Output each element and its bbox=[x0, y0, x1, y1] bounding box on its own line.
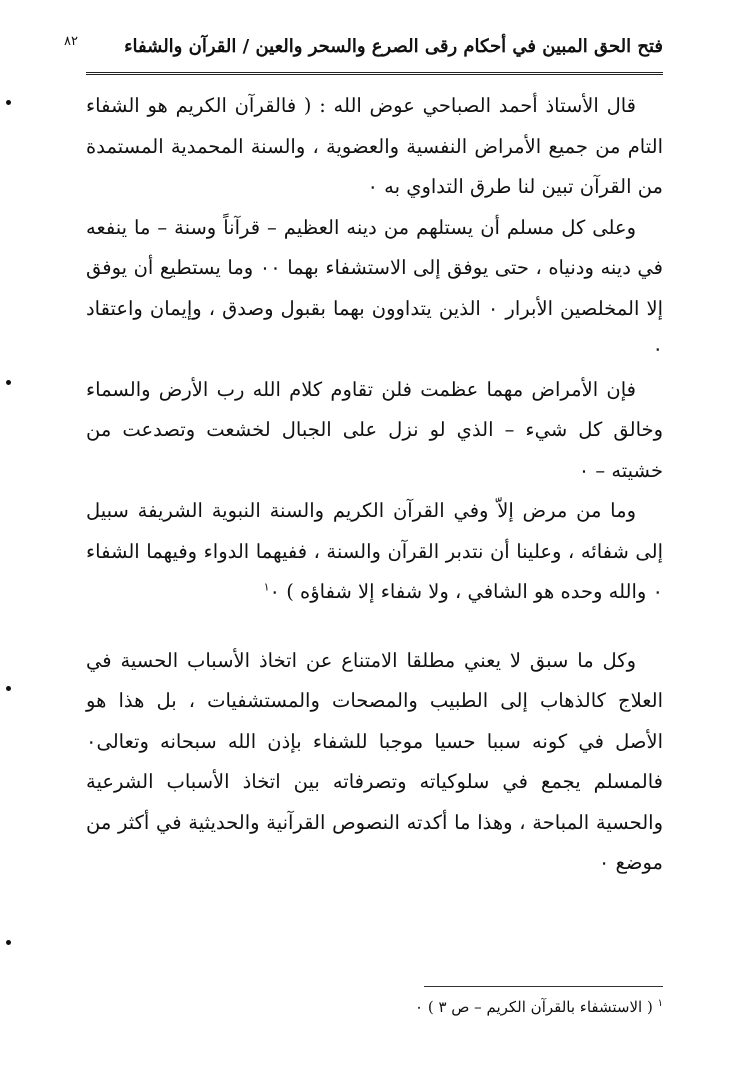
header-divider bbox=[86, 72, 663, 75]
margin-dot bbox=[6, 380, 11, 385]
margin-dot bbox=[6, 100, 11, 105]
footnote-text: ( الاستشفاء بالقرآن الكريم – ص ٣ ) ٠ bbox=[415, 998, 653, 1016]
body-text bbox=[86, 86, 663, 884]
paragraph-5: وكل ما سبق لا يعني مطلقا الامتناع عن اتخاذ الأسباب الحسية في العلاج كالذهاب إلى الطبيب والمصحات والمستشفيات ، بل هذا هو الأصل في كونه سببا حسيا موجبا للشفاء بإذن الله سبحانه وتعالى٠ فالمسلم يجمع في سلوكياته وتصرفاته بين اتخاذ الأسباب الشرعية والحسية المباحة ، وهذا ما أكدته النصوص القرآنية والحديثية في أكثر من موضع ٠ bbox=[86, 648, 663, 874]
page-number: ٨٢ bbox=[64, 34, 78, 49]
margin-dot bbox=[6, 686, 11, 691]
paragraph-2: وعلى كل مسلم أن يستلهم من دينه العظيم – قرآناً وسنة – ما ينفعه في دينه ودنياه ، حتى يوفق إلى الاستشفاء بهما ٠٠ وما يستطيع أن يوفق إلا المخلصين الأبرار ٠ الذين يتداوون بهما بقبول وصدق ، وإيمان واعتقاد ٠ bbox=[86, 215, 663, 360]
footnote-number: ١ bbox=[657, 998, 663, 1009]
footnote bbox=[86, 998, 663, 1016]
running-header-title: فتح الحق المبين في أحكام رقى الصرع والسحر والعين / القرآن والشفاء bbox=[124, 36, 663, 57]
paragraph-4-end: ٠ bbox=[269, 580, 281, 603]
margin-dot bbox=[6, 940, 11, 945]
paragraph-4 bbox=[86, 491, 663, 613]
paragraph-3: فإن الأمراض مهما عظمت فلن تقاوم كلام الله رب الأرض والسماء وخالق كل شيء – الذي لو نزل على الجبال لخشعت وتصدعت من خشيته – ٠ bbox=[86, 377, 663, 482]
footnote-divider bbox=[424, 986, 663, 987]
footnote-reference[interactable]: ١ bbox=[263, 580, 270, 594]
paragraph-1: قال الأستاذ أحمد الصباحي عوض الله : ( فالقرآن الكريم هو الشفاء التام من جميع الأمراض النفسية والعضوية ، والسنة المحمدية المستمدة من القرآن تبين لنا طرق التداوي به ٠ bbox=[86, 94, 663, 198]
paragraph-4-text: وما من مرض إلاّ وفي القرآن الكريم والسنة النبوية الشريفة سبيل إلى شفائه ، وعلينا أن نتدبر القرآن والسنة ، ففيهما الدواء وفيهما الشفاء ٠ والله وحده هو الشافي ، ولا شفاء إلا شفاؤه ) bbox=[86, 499, 663, 603]
paragraph-gap bbox=[86, 613, 663, 641]
